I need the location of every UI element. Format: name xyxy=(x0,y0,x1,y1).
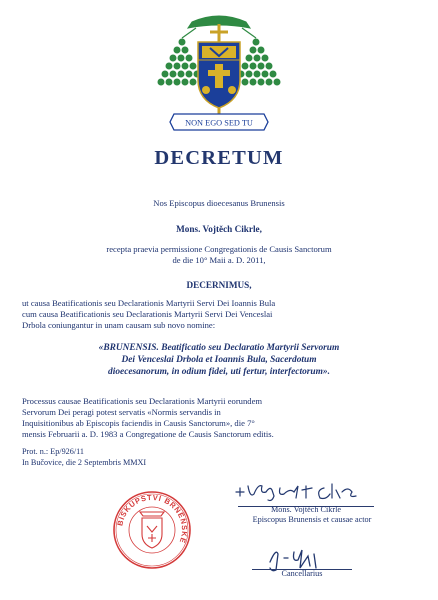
place-and-date: In Bučovice, die 2 Septembris MMXI xyxy=(22,458,147,467)
bishop-signature-title: Episcopus Brunensis et causae actor xyxy=(252,515,372,524)
permission-line-1: recepta praevia permissione Congregationis de Causis Sanctorum xyxy=(106,244,332,254)
stamp-shield-icon xyxy=(140,512,164,548)
paragraph-1-line-1: ut causa Beatificationis seu Declarationis Martyrii Servi Dei Ioannis Bula xyxy=(22,298,276,308)
stamp-text: BISKUPSTVÍ BRNĚNSKÉ xyxy=(115,492,190,545)
bishop-handwritten-signature xyxy=(232,478,362,504)
paragraph-2-line-4: mensis Februarii a. D. 1983 a Congregatione de Causis Sanctorum editis. xyxy=(22,429,274,439)
paragraph-1 xyxy=(22,298,416,331)
issuer-line: Nos Episcopus dioecesanus Brunensis xyxy=(153,198,285,208)
coat-of-arms-emblem xyxy=(152,8,286,136)
motto-text: NON EGO SED TU xyxy=(185,118,253,128)
permission-line-2: de die 10° Maii a. D. 2011, xyxy=(172,255,266,265)
motto-ribbon xyxy=(170,114,268,130)
cause-name-quote xyxy=(22,342,416,378)
quote-line-2: Dei Venceslai Drbola et Ioannis Bula, Sacerdotum xyxy=(121,355,317,365)
shield-icon xyxy=(198,42,240,108)
bishop-signature-name: Mons. Vojtěch Cikrle xyxy=(271,505,341,514)
paragraph-2-line-3: Inquisitionibus ab Episcopis faciendis in Causis Sanctorum», die 7° xyxy=(22,418,255,428)
protocol-number: Prot. n.: Ep/926/11 xyxy=(22,447,85,456)
paragraph-2-line-2: Servorum Dei peragi potest servatis «Normis servandis in xyxy=(22,407,221,417)
diocese-stamp-seal xyxy=(112,490,192,570)
paragraph-2 xyxy=(22,396,416,440)
decernimus-heading: DECERNIMUS, xyxy=(186,280,252,290)
paragraph-2-line-1: Processus causae Beatificationis seu Declarationis Martyrii eorundem xyxy=(22,396,263,406)
chancellor-title: Cancellarius xyxy=(281,569,323,578)
quote-line-1: «BRUNENSIS. Beatificatio seu Declaratio Martyrii Servorum xyxy=(98,343,340,353)
document-title: DECRETUM xyxy=(154,147,284,169)
paragraph-1-line-2: cum causa Beatificationis seu Declarationis Martyrii Servi Dei Venceslai xyxy=(22,309,273,319)
bishop-name-heading: Mons. Vojtěch Cikrle, xyxy=(176,224,262,234)
paragraph-1-line-3: Drbola coniungantur in unam causam sub novo nomine: xyxy=(22,320,216,330)
quote-line-3: dioecesanorum, in odium fidei, uti fertur, interfectorum». xyxy=(108,367,330,377)
